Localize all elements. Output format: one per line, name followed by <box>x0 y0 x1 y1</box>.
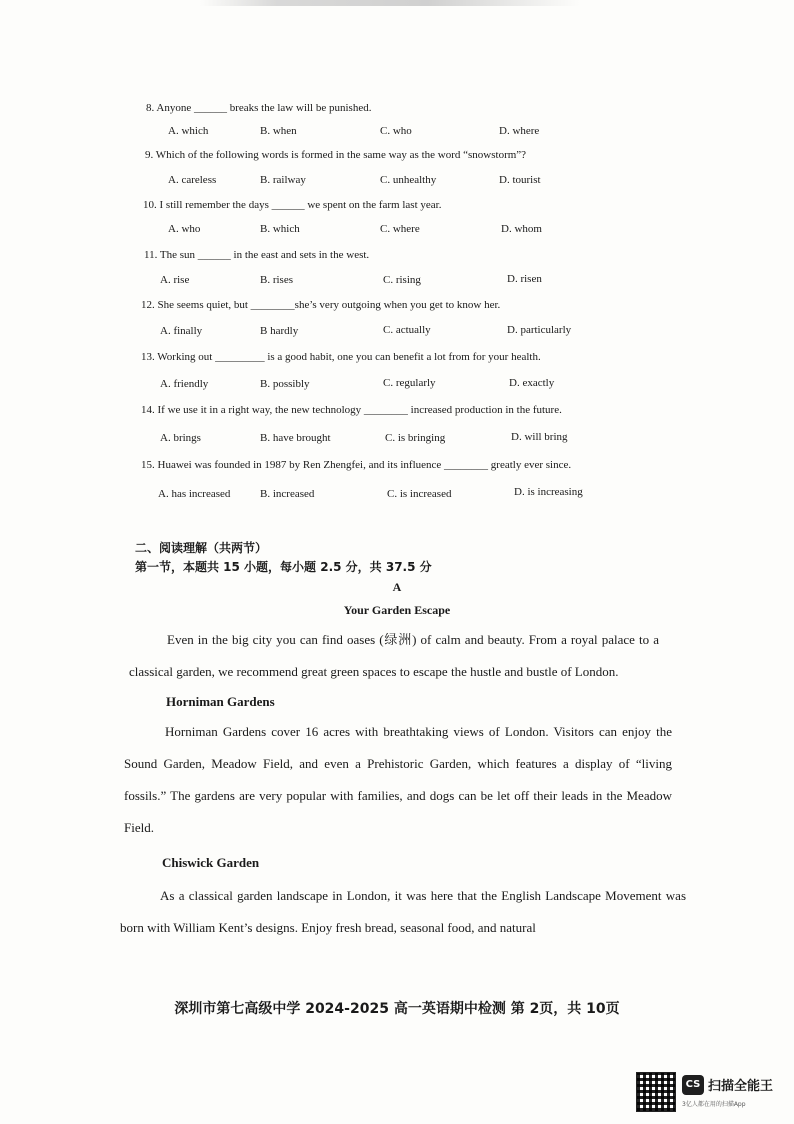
question-stem: 8. Anyone ______ breaks the law will be punished. <box>146 102 372 114</box>
option-b: B. rises <box>260 274 293 286</box>
option-a: A. rise <box>160 274 190 286</box>
camscanner-logo: CS <box>682 1075 704 1095</box>
option-a: A. brings <box>160 432 201 444</box>
camscanner-tagline: 3亿人都在用的扫描App <box>682 1101 746 1108</box>
option-d: D. will bring <box>511 431 568 443</box>
question-stem: 13. Working out _________ is a good habit, one you can benefit a lot from for your health. <box>141 351 541 363</box>
question-stem: 11. The sun ______ in the east and sets in the west. <box>144 249 370 261</box>
section-heading: 二、阅读理解（共两节） <box>135 541 268 555</box>
option-c: C. unhealthy <box>380 174 437 186</box>
option-d: D. risen <box>507 273 542 285</box>
option-d: D. tourist <box>499 174 541 186</box>
horniman-paragraph: Horniman Gardens cover 16 acres with breathtaking views of London. Visitors can enjoy the Sound Garden, Meadow Field, and even a Prehistoric Garden, which features a display of “living fossils.” The gardens are very popular with families, and dogs can be let off their leads in the Meadow Field. <box>124 724 672 835</box>
option-b: B. railway <box>260 174 306 186</box>
option-a: A. friendly <box>160 378 209 390</box>
option-d: D. exactly <box>509 377 555 389</box>
option-a: A. careless <box>168 174 217 186</box>
option-c: C. rising <box>383 274 421 286</box>
option-d: D. whom <box>501 223 542 235</box>
option-b: B. have brought <box>260 432 331 444</box>
question-stem: 10. I still remember the days ______ we spent on the farm last year. <box>143 199 442 211</box>
option-b: B. possibly <box>260 378 310 390</box>
option-b: B. increased <box>260 488 315 500</box>
option-c: C. regularly <box>383 377 436 389</box>
option-c: C. who <box>380 125 412 137</box>
option-b: B. when <box>260 125 297 137</box>
option-d: D. is increasing <box>514 486 583 498</box>
option-a: A. has increased <box>158 488 231 500</box>
camscanner-name: 扫描全能王 <box>708 1079 774 1094</box>
page-footer: 深圳市第七高级中学 2024-2025 高一英语期中检测 第 2页，共 10页 <box>174 1001 620 1017</box>
option-c: C. is bringing <box>385 432 446 444</box>
question-stem: 14. If we use it in a right way, the new technology ________ increased production in the future. <box>141 404 562 416</box>
option-a: A. which <box>168 125 209 137</box>
option-c: C. actually <box>383 324 431 336</box>
section-subheading: 第一节，本题共 15 小题，每小题 2.5 分，共 37.5 分 <box>135 560 432 574</box>
question-stem: 15. Huawei was founded in 1987 by Ren Zhengfei, and its influence ________ greatly ever since. <box>141 459 572 471</box>
chiswick-paragraph: As a classical garden landscape in London, it was here that the English Landscape Movement was born with William Kent’s designs. Enjoy fresh bread, seasonal food, and natural <box>120 888 686 935</box>
option-b: B hardly <box>260 325 299 337</box>
passage-title: Your Garden Escape <box>343 603 451 617</box>
option-d: D. where <box>499 125 540 137</box>
horniman-heading: Horniman Gardens <box>166 694 275 709</box>
scan-artifact <box>200 0 580 6</box>
option-c: C. where <box>380 223 420 235</box>
option-d: D. particularly <box>507 324 572 336</box>
passage-letter: A <box>392 580 402 594</box>
qr-code-icon <box>636 1072 676 1112</box>
question-stem: 12. She seems quiet, but ________she’s very outgoing when you get to know her. <box>141 299 501 311</box>
option-c: C. is increased <box>387 488 452 500</box>
option-a: A. who <box>168 223 201 235</box>
question-stem: 9. Which of the following words is formed in the same way as the word “snowstorm”? <box>145 149 527 161</box>
option-b: B. which <box>260 223 300 235</box>
passage-intro: Even in the big city you can find oases (绿洲) of calm and beauty. From a royal palace to a classical garden, we recommend great green spaces to escape the hustle and bustle of London. <box>129 632 659 679</box>
option-a: A. finally <box>160 325 203 337</box>
chiswick-heading: Chiswick Garden <box>162 855 260 870</box>
